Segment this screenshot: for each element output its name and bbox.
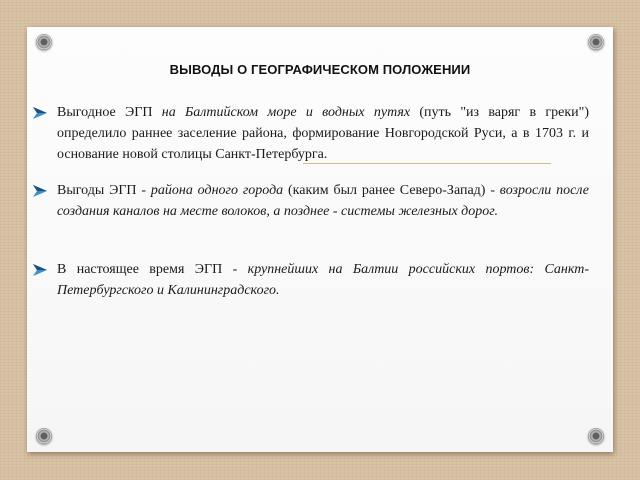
slide-sheet <box>27 27 613 452</box>
item-text-emphasis: крупнейших на Балтии российских портов: Санкт-Петербургского и Калининградского. <box>57 262 589 298</box>
pushpin-icon <box>36 428 52 444</box>
item-text: В настоящее время ЭГП - <box>57 262 248 277</box>
item-text: (каким был ранее Северо-Запад) <box>283 183 491 198</box>
divider-line <box>303 163 551 164</box>
arrow-bullet-icon <box>33 107 47 119</box>
bullet-item-2 <box>57 180 589 222</box>
pushpin-icon <box>588 428 604 444</box>
arrow-bullet-icon <box>33 185 47 197</box>
bullet-item-3 <box>57 259 589 301</box>
item-text-emphasis: - возросли после создания каналов на месте волоков, а позднее - системы железных дорог. <box>57 183 590 219</box>
slide-title: ВЫВОДЫ О ГЕОГРАФИЧЕСКОМ ПОЛОЖЕНИИ <box>169 62 471 77</box>
arrow-bullet-icon <box>33 264 47 276</box>
item-text: Выгодное ЭГП <box>57 105 162 120</box>
item-text: Выгоды ЭГП - <box>57 183 151 198</box>
item-text-emphasis: на Балтийском море и водных путях <box>161 105 411 120</box>
pushpin-icon <box>588 34 604 50</box>
pushpin-icon <box>36 34 52 50</box>
item-text: (путь "из варяг в греки") определило раннее заселение района, формирование Новгородской Руси, а в 1703 г. и основание новой столицы Санкт-Петербурга. <box>57 105 589 162</box>
bullet-item-1 <box>57 102 589 165</box>
item-text-emphasis: района одного города <box>150 183 284 198</box>
